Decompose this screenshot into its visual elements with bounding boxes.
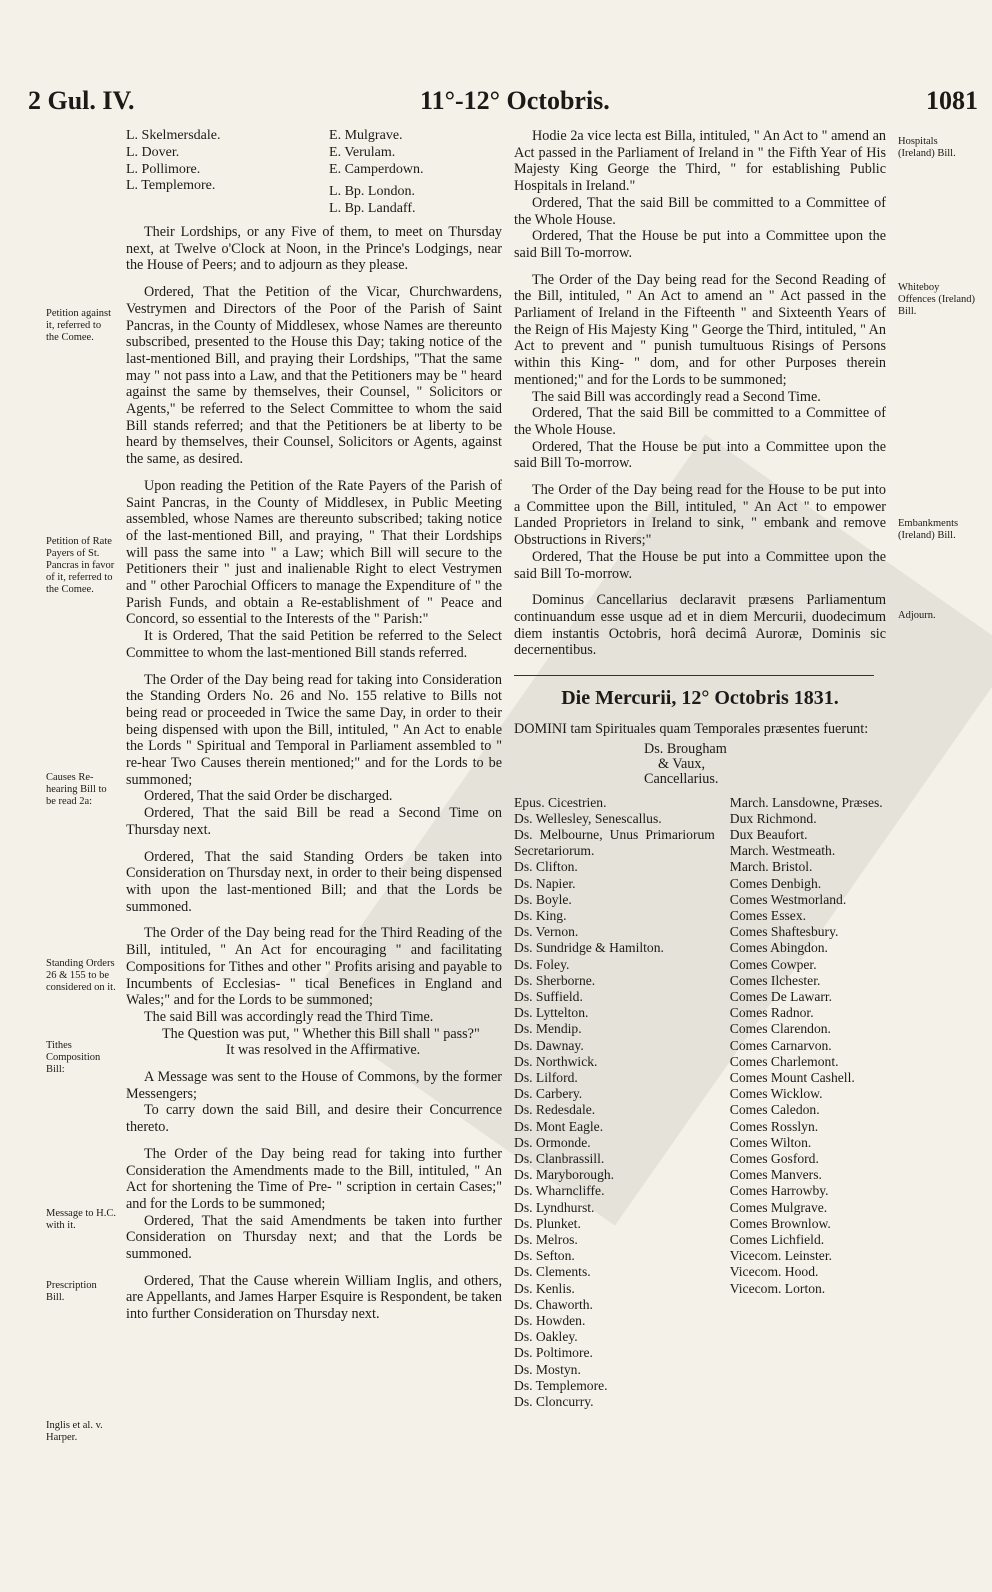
lord-entry: Ds. Sherborne. [514, 972, 596, 988]
lord-entry: Comes Westmorland. [729, 891, 847, 907]
lord-entry: Comes Carnarvon. [729, 1037, 832, 1053]
margin-note: Hospitals (Ireland) Bill. [898, 136, 956, 159]
margin-note: Adjourn. [898, 610, 936, 621]
paragraph: Ordered, That the said Bill be committed to a Committee of the Whole House. [514, 405, 886, 438]
paragraph: The said Bill was accordingly read the Third Time. [144, 1008, 434, 1025]
lord-entry: Ds. Melros. [514, 1231, 578, 1247]
margin-note: Tithes Composition Bill: [46, 1040, 101, 1075]
lord-entry: Comes Clarendon. [729, 1021, 831, 1037]
lord-entry: Ds. Mostyn. [514, 1361, 581, 1377]
paragraph: Upon reading the Petition of the Rate Payers of the Parish of Saint Pancras, in the County of Middlesex, in Public Meeting assembled, whose Names are thereunto subscribed; taking notice of the last-mentioned Bill, and praying, " That their Lordships will pass the same into " a Law; which Bill will secure to the Petitioners their " just and inalienable Right to elect Vestrymen and " other Parochial Officers to manage the Expenditure of " the Parish Funds, and obtain a Re-establishment of " Peace and Concord, so essential to the Interests of the " Parish:" [126, 477, 502, 628]
margin-note: Causes Re-hearing Bill to be read 2a: [46, 772, 107, 807]
paragraph: The Order of the Day being read for taking into Consideration the Standing Orders No. 26 and No. 155 relative to Bills not being read or proceeded in Twice the same Day, in order to their being dispensed with upon the Bill, intituled, " An Act to enable the Lords " Spiritual and Temporal in Parliament assembled to " re-hear Two Causes therein mentioned;" and for the Lords to be summoned; [126, 671, 502, 788]
paragraph: The Question was put, " Whether this Bill shall " pass?" [162, 1025, 480, 1042]
paragraph: Ordered, That the said Bill be read a Second Time on Thursday next. [126, 805, 502, 838]
lord-entry: Ds. Vernon. [514, 924, 579, 940]
lord-entry: Comes Essex. [729, 907, 807, 923]
peer: E. Mulgrave. [329, 128, 403, 143]
section-divider [514, 675, 874, 676]
paragraph: Ordered, That the House be put into a Committee upon the said Bill To-morrow. [514, 228, 886, 261]
paragraph: It was resolved in the Affirmative. [225, 1042, 421, 1059]
lord-entry: Epus. Cicestrien. [514, 794, 607, 810]
lord-entry: Comes Wicklow. [729, 1086, 823, 1102]
lord-entry: Ds. Kenlis. [514, 1280, 575, 1296]
lord-entry: Comes Radnor. [729, 1005, 814, 1021]
paragraph: Ordered, That the said Standing Orders be taken into Consideration on Thursday next, in order to their being dispensed with upon the last-mentioned Bill; and that the Lords be summoned. [126, 848, 502, 915]
lord-entry: Ds. Chaworth. [514, 1296, 593, 1312]
lord-entry: Ds. Melbourne, Unus Primariorum Secretariorum. [514, 826, 715, 859]
lord-entry: Ds. Lilford. [514, 1069, 578, 1085]
page-number: 1081 [926, 86, 978, 115]
chancellor-line: Ds. Brougham [644, 740, 727, 757]
lord-entry: Comes Gosford. [729, 1150, 819, 1166]
lord-entry: Comes Shaftesbury. [729, 924, 839, 940]
running-head-left: 2 Gul. IV. [28, 86, 135, 115]
day-heading: Die Mercurii, 12° Octobris 1831. [561, 687, 839, 710]
paragraph: Ordered, That the House be put into a Committee upon the said Bill To-morrow. [514, 548, 886, 582]
lord-entry: Ds. Sefton. [514, 1248, 575, 1264]
peer: L. Bp. London. [329, 184, 415, 200]
lord-entry: Ds. Oakley. [514, 1329, 578, 1345]
lord-entry: Ds. Carbery. [514, 1086, 583, 1102]
lord-entry: Ds. Clements. [514, 1264, 591, 1280]
left-column [126, 128, 502, 1323]
lord-entry: Dux Beaufort. [729, 826, 808, 842]
paragraph: The Order of the Day being read for taking into further Consideration the Amendments made to the Bill, intituled, " An Act for shortening the Time of Pre- " scription in certain Cases;" and for the Lords to be summoned; [126, 1145, 502, 1212]
lord-entry: Comes Ilchester. [729, 972, 821, 988]
lord-entry: Ds. Northwick. [514, 1053, 598, 1069]
lord-entry: Ds. Suffield. [514, 988, 583, 1004]
margin-note: Petition of Rate Payers of St. Pancras in favor of it, referred to the Comee. [46, 536, 115, 595]
paragraph: Ordered, That the said Order be discharged. [144, 788, 393, 805]
lord-entry: Vicecom. Hood. [729, 1264, 819, 1280]
lord-entry: Ds. Dawnay. [514, 1037, 584, 1053]
paragraph: Their Lordships, or any Five of them, to meet on Thursday next, at Twelve o'Clock at Noon, in the Prince's Lodgings, near the House of Peers; and to adjourn as they please. [126, 223, 502, 274]
lord-entry: Ds. Lyndhurst. [514, 1199, 595, 1215]
paragraph: The Order of the Day being read for the Third Reading of the Bill, intituled, " An Act for encouraging " and facilitating Compositions for Tithes and other " Profits arising and payable to Incumbents of Ecclesias- " tical Benefices in England and Wales;" and for the Lords to be summoned; [126, 925, 502, 1009]
lord-entry: Ds. Clifton. [514, 859, 578, 875]
paragraph: Ordered, That the House be put into a Committee upon the said Bill To-morrow. [514, 438, 886, 472]
lord-entry: Ds. Wharncliffe. [514, 1183, 605, 1199]
lord-entry: Ds. Sundridge & Hamilton. [514, 940, 664, 956]
lord-entry: Comes Harrowby. [729, 1183, 829, 1199]
margin-note: Prescription Bill. [46, 1280, 97, 1303]
lords-right-column [730, 795, 886, 1411]
paragraph: Dominus Cancellarius declaravit præsens Parliamentum continuandum esse usque ad et in diem Mercurii, duodecimum diem instantis Octobris, horâ decimâ Auroræ, Dominis sic decernentibus. [514, 592, 886, 659]
paragraph: Hodie 2a vice lecta est Billa, intituled, " An Act to " amend an Act passed in the Parliament of Ireland in " the Fifth Year of His Majesty King George the Third, " for establishing Public Hospitals in Ireland." [514, 128, 886, 195]
lord-entry: Ds. Mont Eagle. [514, 1118, 604, 1134]
peer: L. Dover. [126, 144, 180, 160]
margin-note: Standing Orders 26 & 155 to be considered on it. [46, 958, 116, 993]
peer: L. Templemore. [126, 178, 216, 194]
lord-entry: Ds. Cloncurry. [514, 1394, 594, 1410]
chancellor-line: & Vaux, [658, 755, 706, 772]
lord-entry: Ds. Napier. [514, 875, 576, 891]
lord-entry: March. Lansdowne, Præses. [729, 794, 883, 810]
lord-entry: Comes Mount Cashell. [729, 1069, 855, 1085]
peer: L. Bp. Landaff. [329, 201, 416, 217]
chancellor-line: Cancellarius. [644, 770, 719, 787]
paragraph: To carry down the said Bill, and desire their Concurrence thereto. [126, 1102, 502, 1136]
lord-entry: Ds. Maryborough. [514, 1167, 615, 1183]
lord-entry: Comes Brownlow. [729, 1215, 831, 1231]
attendance-intro: DOMINI tam Spirituales quam Temporales præsentes fuerunt: [514, 720, 869, 737]
lord-entry: Comes Charlemont. [729, 1053, 839, 1069]
lord-entry: Ds. Mendip. [514, 1021, 582, 1037]
peers-committee-list [126, 128, 502, 218]
lord-entry: Vicecom. Leinster. [729, 1248, 832, 1264]
lord-entry: Ds. Ormonde. [514, 1134, 591, 1150]
margin-note: Petition against it, referred to the Comee. [46, 308, 112, 343]
lord-entry: Comes Rosslyn. [729, 1118, 819, 1134]
peer: L. Skelmersdale. [126, 128, 221, 143]
margin-note: Embankments (Ireland) Bill. [898, 518, 959, 541]
lord-entry: Ds. King. [514, 907, 567, 923]
lord-entry: Comes Lichfield. [729, 1231, 825, 1247]
lord-entry: Vicecom. Lorton. [729, 1280, 826, 1296]
running-head-date: 11°-12° Octobris. [420, 86, 610, 115]
lord-entry: Ds. Clanbrassill. [514, 1150, 605, 1166]
paragraph: The Order of the Day being read for the House to be put into a Committee upon the Bill, intituled, " An Act " to empower Landed Proprietors in Ireland to sink, " embank and remove Obstructions in Rivers;" [514, 482, 886, 549]
peer: E. Verulam. [329, 144, 396, 160]
lords-left-column [514, 795, 715, 1411]
lord-entry: March. Bristol. [729, 859, 813, 875]
lords-present-list [514, 795, 886, 1411]
lord-entry: Ds. Templemore. [514, 1377, 608, 1393]
lord-entry: March. Westmeath. [729, 843, 836, 859]
paragraph: Ordered, That the Cause wherein William Inglis, and others, are Appellants, and James Harper Esquire is Respondent, be taken into further Consideration on Thursday next. [126, 1272, 502, 1323]
margin-note: Message to H.C. with it. [46, 1208, 116, 1231]
lord-entry: Comes Denbigh. [729, 875, 822, 891]
lord-entry: Ds. Wellesley, Senescallus. [514, 810, 662, 826]
paragraph: Ordered, That the Petition of the Vicar, Churchwardens, Vestrymen and Directors of the Poor of the Parish of Saint Pancras, in the County of Middlesex, whose Names are thereunto subscribed, presented to the House this Day; taking notice of the last-mentioned Bill, and praying their Lordships, "That the same may " not pass into a Law, and that the Petitioners may be " heard against the same by themselves, their Counsel, " Solicitors or Agents," be referred to the Select Committee to whom the said Bill stands referred; and that the Petitioners be at liberty to be heard by themselves, their Counsel, Solicitors or Agents, against the same, as desired. [126, 284, 502, 468]
lord-entry: Comes Mulgrave. [729, 1199, 828, 1215]
peer: L. Pollimore. [126, 161, 201, 177]
lord-entry: Ds. Poltimore. [514, 1345, 593, 1361]
margin-note: Whiteboy Offences (Ireland) Bill. [898, 282, 976, 317]
lord-entry: Ds. Lyttelton. [514, 1005, 589, 1021]
chancellor-block [644, 742, 886, 787]
lord-entry: Ds. Plunket. [514, 1215, 581, 1231]
right-column [514, 128, 886, 1410]
paragraph: A Message was sent to the House of Commons, by the former Messengers; [126, 1069, 502, 1102]
lord-entry: Dux Richmond. [729, 810, 817, 826]
peer: E. Camperdown. [329, 161, 424, 177]
paragraph: The said Bill was accordingly read a Second Time. [532, 388, 821, 405]
lord-entry: Comes Manvers. [729, 1167, 822, 1183]
lord-entry: Ds. Redesdale. [514, 1102, 596, 1118]
lord-entry: Ds. Howden. [514, 1313, 586, 1328]
lord-entry: Comes Abingdon. [729, 940, 828, 956]
paragraph: Ordered, That the said Amendments be taken into further Consideration on Thursday next; and that the Lords be summoned. [126, 1212, 502, 1263]
lord-entry: Comes De Lawarr. [729, 988, 833, 1004]
margin-note: Inglis et al. v. Harper. [46, 1420, 103, 1443]
lord-entry: Comes Cowper. [729, 956, 817, 972]
lord-entry: Comes Wilton. [729, 1134, 812, 1150]
paragraph: Ordered, That the said Bill be committed to a Committee of the Whole House. [514, 194, 886, 228]
lord-entry: Ds. Boyle. [514, 891, 572, 907]
lord-entry: Ds. Foley. [514, 956, 570, 972]
paragraph: It is Ordered, That the said Petition be referred to the Select Committee to whom the last-mentioned Bill stands referred. [126, 628, 502, 661]
paragraph: The Order of the Day being read for the Second Reading of the Bill, intituled, " An Act to amend an " Act passed in the Parliament of Ireland in the Fifteenth " and Sixteenth Years of the Reign of His Majesty King " George the Third, intituled, " An Act to prevent and " punish tumultuous Risings of Persons within this King- " dom, and for other Purposes therein mentioned;" and for the Lords to be summoned; [514, 271, 887, 388]
lord-entry: Comes Caledon. [729, 1102, 820, 1118]
